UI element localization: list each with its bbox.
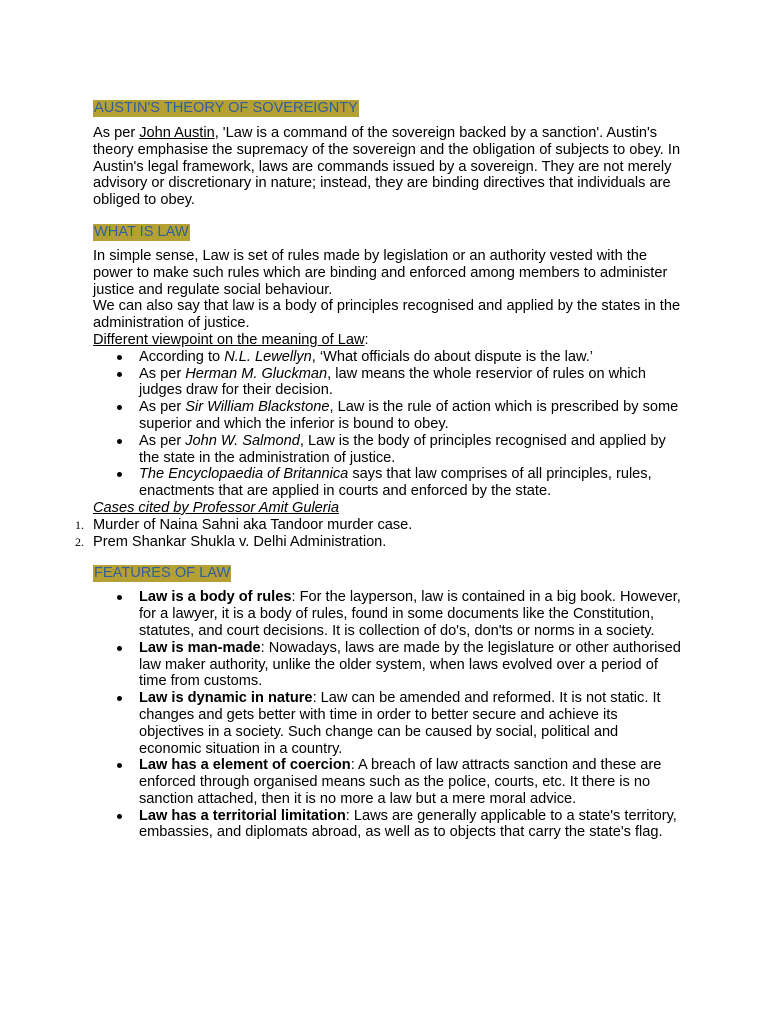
viewpoints-list — [93, 349, 683, 500]
viewpoint-text: , law means the whole reservior of rules on which judges draw for their decision. — [139, 365, 646, 399]
viewpoint-pre: As per — [139, 365, 186, 382]
feature-text: : A breach of law attracts sanction and these are enforced through organised means such as the police, courts, etc. It there is no sanction attached, then it is no more a law but a mere moral advice. — [139, 757, 662, 807]
features-list — [93, 589, 683, 841]
list-item — [139, 589, 683, 639]
list-item — [139, 690, 683, 757]
viewpoint-label — [93, 332, 683, 349]
viewpoint-label-colon: : — [364, 331, 369, 348]
viewpoint-text: , Law is the body of principles recognised and applied by the state in the administration of justice. — [139, 432, 666, 466]
feature-title: Law is a body of rules — [139, 589, 292, 606]
list-item — [139, 349, 683, 366]
case-number: 2. — [75, 534, 84, 549]
viewpoint-text: says that law comprises of all principles, rules, enactments that are applied in courts and enforced by the state. — [139, 466, 652, 500]
feature-text: : Law can be amended and reformed. It is not static. It changes and gets better with time in order to better secure and achieve its objectives in a society. Such change can be caused by social, political and economic situation in a country. — [139, 690, 661, 757]
viewpoint-pre: As per — [139, 399, 186, 416]
case-text: Prem Shankar Shukla v. Delhi Administration. — [93, 533, 387, 550]
feature-text: : Nowadays, laws are made by the legislature or other authorised law maker authority, unlike the older system, when laws evolved over a period of time from customs. — [139, 639, 681, 690]
feature-title: Law is man-made — [139, 639, 261, 656]
feature-text: : For the layperson, law is contained in a big book. However, for a lawyer, it is a body of rules, found in some documents like the Constitution, statutes, and court decisions. It is collection of do's, don'ts or norms in a society. — [139, 589, 681, 639]
feature-title: Law has a territorial limitation — [139, 807, 346, 824]
viewpoint-author: N.L. Lewellyn — [224, 348, 312, 365]
viewpoint-pre: As per — [139, 432, 186, 449]
what-is-law-paragraph-1: In simple sense, Law is set of rules made by legislation or an authority vested with the power to make such rules which are binding and enforced among members to administer justice and regulate social behaviour. — [93, 247, 668, 298]
viewpoint-author: Herman M. Gluckman — [185, 365, 328, 382]
list-item — [139, 366, 683, 400]
viewpoint-author: Sir William Blackstone — [185, 399, 330, 416]
feature-text: : Laws are generally applicable to a state's territory, embassies, and diplomats abroad, as well as to objects that carry the state's flag. — [139, 807, 677, 841]
viewpoint-author: The Encyclopaedia of Britannica — [139, 466, 349, 483]
viewpoint-author: John W. Salmond — [185, 432, 300, 449]
list-item — [75, 533, 683, 551]
list-item — [139, 433, 683, 467]
cases-list — [75, 516, 683, 551]
austin-paragraph-rest: , 'Law is a command of the sovereign backed by a sanction'. Austin's theory emphasise the supremacy of the sovereign and the obligation of subjects to obey. In Austin's legal framework, laws are commands issued by a sovereign. They are not merely advisory or discretionary in nature; instead, they are binding directives that individuals are obliged to obey. — [93, 125, 681, 209]
viewpoint-text: , Law is the rule of action which is prescribed by some superior and which the inferior is bound to obey. — [139, 399, 679, 432]
list-item — [139, 757, 683, 807]
viewpoint-text: , ‘What officials do about dispute is the law.’ — [311, 348, 594, 365]
john-austin-name: John Austin — [139, 125, 215, 141]
austin-paragraph-pre: As per — [93, 125, 140, 141]
austin-paragraph — [93, 125, 683, 209]
viewpoint-label-text: Different viewpoint on the meaning of Law — [93, 331, 365, 348]
case-text: Murder of Naina Sahni aka Tandoor murder case. — [93, 516, 413, 533]
viewpoint-pre: According to — [139, 348, 225, 365]
list-item — [139, 399, 683, 433]
list-item — [75, 516, 683, 534]
heading-austin-theory: AUSTIN'S THEORY OF SOVEREIGNTY — [94, 100, 358, 116]
list-item — [139, 466, 683, 500]
heading-what-is-law: WHAT IS LAW — [94, 223, 189, 240]
list-item — [139, 808, 683, 842]
what-is-law-paragraph-2: We can also say that law is a body of principles recognised and applied by the states in the administration of justice. — [93, 298, 681, 332]
document-content — [75, 100, 683, 841]
case-number: 1. — [75, 517, 84, 532]
feature-title: Law has a element of coercion — [139, 757, 351, 774]
feature-title: Law is dynamic in nature — [139, 690, 313, 707]
list-item — [139, 640, 683, 690]
heading-features-of-law: FEATURES OF LAW — [94, 565, 231, 582]
cases-label: Cases cited by Professor Amit Guleria — [93, 499, 340, 516]
